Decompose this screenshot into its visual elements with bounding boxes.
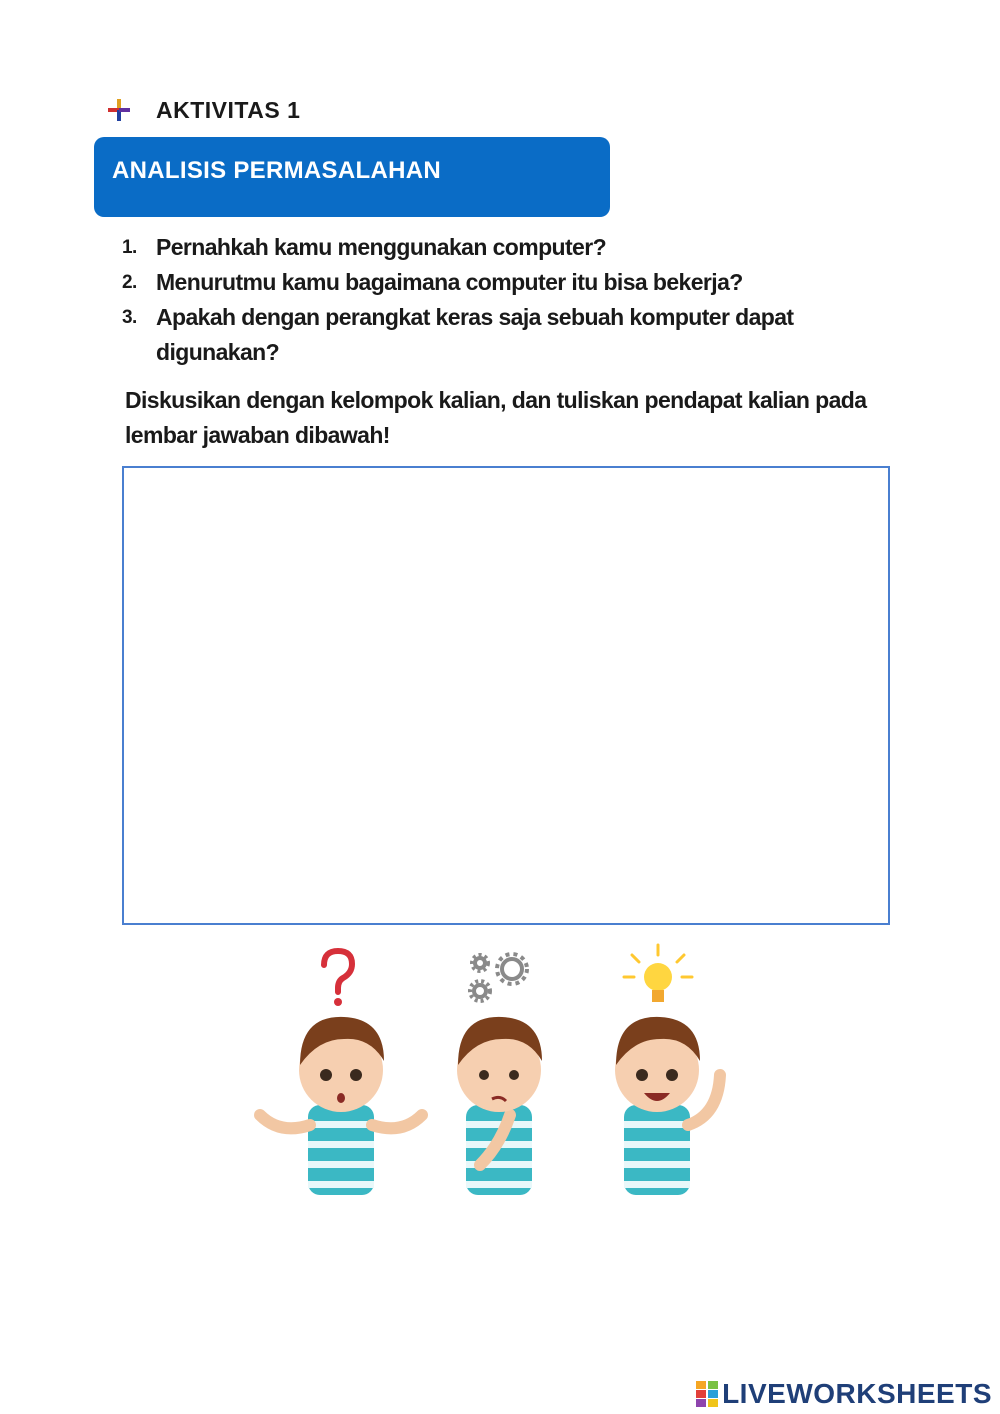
question-text: Menurutmu kamu bagaimana computer itu bisa bekerja? [156,269,743,295]
question-text: Pernahkah kamu menggunakan computer? [156,234,607,260]
watermark-text: LIVEWORKSHEETS [722,1378,992,1409]
section-title: ANALISIS PERMASALAHAN [112,157,441,184]
light-bulb-icon [624,945,692,1002]
thinking-boy [457,1017,542,1195]
thinking-kids-illustration [240,935,740,1215]
gears-icon [470,954,527,1001]
liveworksheets-watermark [696,1378,992,1410]
answer-box[interactable] [122,466,890,925]
question-list [122,230,882,370]
section-banner [94,137,610,217]
question-number: 2. [122,272,137,293]
activity-header [106,94,300,126]
question-mark-icon [324,951,352,1006]
idea-boy [615,1017,720,1195]
question-text: Apakah dengan perangkat keras saja sebuah komputer dapat digunakan? [156,304,794,365]
question-item [122,300,882,370]
plus-bullet-icon [106,97,132,123]
activity-title: AKTIVITAS 1 [156,96,301,123]
question-item [122,265,882,300]
instruction-text: Diskusikan dengan kelompok kalian, dan tuliskan pendapat kalian pada lembar jawaban dibawah! [125,387,867,448]
question-item [122,230,882,265]
question-number: 1. [122,237,137,258]
confused-boy [260,1017,422,1195]
liveworksheets-logo-icon [696,1381,718,1407]
question-number: 3. [122,307,137,328]
